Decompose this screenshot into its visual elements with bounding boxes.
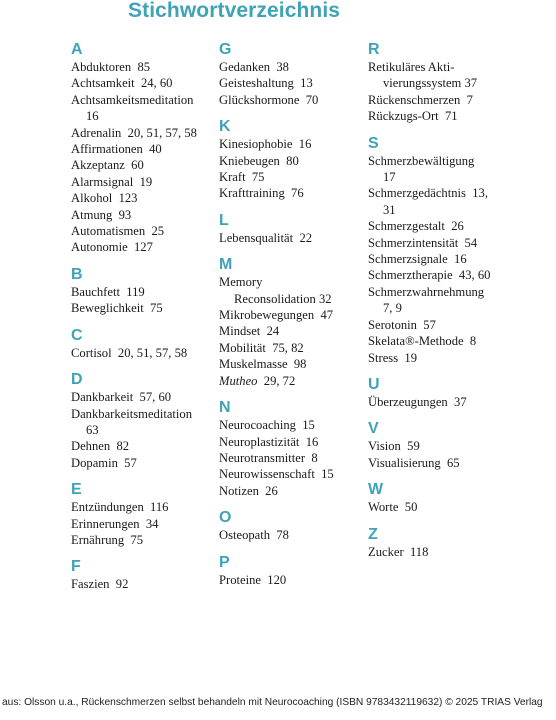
index-letter-heading: D	[71, 371, 83, 389]
index-term: Neurotransmitter	[219, 450, 306, 465]
index-entry	[368, 544, 490, 560]
index-entry	[71, 499, 197, 515]
index-entry	[368, 108, 490, 124]
index-entry	[219, 572, 334, 588]
index-term: Muskelmasse	[219, 357, 288, 372]
index-term: Schmerzintensität	[368, 235, 459, 250]
index-term: Rückzugs-Ort	[368, 109, 439, 124]
index-pages: 78	[276, 528, 289, 543]
index-entry	[71, 75, 197, 91]
index-continuation: 31	[383, 202, 396, 217]
index-pages: 13	[300, 76, 313, 91]
index-letter-heading: F	[71, 558, 81, 576]
index-pages: 50	[404, 500, 418, 515]
index-term: Mindset	[219, 324, 261, 339]
index-group	[368, 134, 490, 366]
index-term: Kinesiophobie	[219, 137, 293, 152]
index-term: Überzeugungen	[368, 394, 448, 409]
index-group	[71, 265, 197, 317]
index-letter-heading: M	[219, 256, 233, 274]
index-term: Dehnen	[71, 439, 111, 454]
index-term: Rückenschmerzen	[368, 92, 461, 107]
index-term: Affirmationen	[71, 142, 143, 157]
index-pages: 15	[302, 418, 315, 433]
index-pages: 75	[150, 301, 163, 316]
index-pages: 29, 72	[263, 373, 296, 388]
index-term: Glückshormone	[219, 92, 300, 107]
index-letter-heading: U	[368, 375, 380, 393]
index-pages: 43, 60	[458, 268, 491, 283]
index-pages: 54	[464, 235, 478, 250]
index-term: Skelata®-Methode	[368, 334, 464, 349]
index-pages: 118	[409, 544, 429, 559]
index-entry	[368, 185, 490, 218]
index-continuation: 63	[86, 422, 99, 437]
index-continuation: 16	[86, 109, 99, 124]
index-pages: 8	[311, 450, 318, 465]
index-group	[71, 557, 197, 592]
index-entry	[219, 356, 334, 372]
index-pages: 123	[118, 191, 138, 206]
index-term: Schmerzgedächtnis	[368, 186, 466, 201]
index-entry	[219, 323, 334, 339]
index-entry	[368, 59, 490, 92]
index-column-3	[368, 40, 490, 569]
index-entry	[71, 516, 197, 532]
index-entry	[368, 394, 490, 410]
index-term: Gedanken	[219, 60, 271, 74]
index-term: Alkohol	[71, 191, 113, 206]
index-group	[368, 375, 490, 410]
index-term: Stress	[368, 350, 399, 365]
index-pages: 22	[299, 230, 313, 245]
index-letter-heading: S	[368, 134, 379, 152]
index-entry	[71, 157, 197, 173]
page-title: Stichwortverzeichnis	[128, 0, 341, 22]
index-term: Kraft	[219, 170, 246, 185]
index-term: Neuroplastizität	[219, 434, 300, 449]
index-term: Osteopath	[219, 528, 271, 543]
index-group	[71, 326, 197, 361]
index-entry	[368, 455, 490, 471]
index-term: Erinnerungen	[71, 516, 140, 531]
index-entry	[219, 466, 334, 482]
index-pages: 16	[298, 137, 312, 152]
index-pages: 92	[115, 577, 129, 592]
index-pages: 57	[423, 317, 436, 332]
index-entry	[71, 125, 197, 141]
index-entry	[368, 438, 490, 454]
index-term: Dankbarkeitsmeditation	[71, 406, 193, 421]
index-entry	[219, 450, 334, 466]
index-term: Zucker	[368, 544, 404, 559]
index-term: Notizen	[219, 483, 259, 498]
index-letter-heading: W	[368, 481, 384, 499]
index-pages: 119	[126, 284, 145, 299]
index-pages: 15	[321, 467, 334, 482]
index-pages: 116	[150, 500, 169, 515]
index-letter-heading: R	[368, 41, 380, 58]
index-entry	[368, 350, 490, 366]
index-pages: 60	[131, 158, 144, 173]
index-entry	[219, 59, 334, 75]
index-letter-heading: G	[219, 41, 232, 58]
index-pages: 26	[451, 219, 464, 234]
index-group	[368, 419, 490, 471]
index-term: Ernährung	[71, 532, 125, 547]
index-entry	[71, 576, 197, 592]
index-letter-heading: P	[219, 553, 230, 571]
index-term: Akzeptanz	[71, 158, 125, 173]
index-pages: 75, 82	[272, 340, 304, 355]
index-term: Dankbarkeit	[71, 390, 134, 405]
index-entry	[368, 317, 490, 333]
index-entry	[219, 373, 334, 389]
index-letter-heading: V	[368, 420, 379, 438]
index-term: Mutheo	[219, 373, 258, 388]
index-term: Bauchfett	[71, 284, 120, 299]
index-term: Kniebeugen	[219, 153, 280, 168]
index-letter-heading: Z	[368, 525, 378, 543]
index-entry	[71, 389, 197, 405]
index-term: Neurowissenschaft	[219, 467, 315, 482]
index-pages: 127	[133, 240, 153, 255]
index-pages: 76	[291, 186, 304, 201]
index-pages: 7	[466, 92, 473, 107]
index-entry	[219, 185, 334, 201]
index-group	[219, 508, 334, 543]
index-pages: 38	[276, 60, 289, 74]
index-entry	[219, 92, 334, 108]
index-pages: 82	[116, 439, 130, 454]
index-entry	[71, 59, 197, 75]
index-group	[368, 40, 490, 125]
index-term: Achtsamkeitsmeditation	[71, 92, 194, 107]
index-entry	[71, 345, 197, 361]
index-entry	[219, 153, 334, 169]
index-pages: 59	[407, 439, 420, 454]
index-pages: 98	[293, 357, 307, 372]
source-footer: aus: Olsson u.a., Rückenschmerzen selbst behandeln mit Neurocoaching (ISBN 9783432119632) © 2025 TRIAS Verlag	[2, 697, 543, 708]
index-pages: 16	[454, 252, 467, 267]
index-term: Autonomie	[71, 240, 128, 255]
index-term: Dopamin	[71, 455, 118, 470]
index-term: Beweglichkeit	[71, 301, 144, 316]
index-entry	[219, 230, 334, 246]
index-pages: 65	[447, 455, 460, 470]
index-term: Schmerzsignale	[368, 252, 448, 267]
index-entry	[368, 153, 490, 186]
index-pages: 20, 51, 57, 58	[127, 125, 197, 140]
index-pages: 47	[320, 308, 334, 323]
index-pages: 25	[151, 224, 165, 239]
index-term: Schmerzwahrnehmung	[368, 284, 485, 299]
index-pages: 57, 60	[139, 390, 172, 405]
index-continuation: vierungssystem 37	[383, 76, 478, 91]
index-entry	[71, 532, 197, 548]
index-term: Schmerzbewältigung	[368, 153, 475, 168]
index-entry	[368, 284, 490, 317]
index-entry	[368, 92, 490, 108]
index-pages: 24, 60	[140, 76, 173, 91]
index-pages: 71	[444, 109, 458, 124]
index-entry	[71, 455, 197, 471]
index-entry	[71, 406, 197, 439]
index-pages: 34	[145, 516, 159, 531]
index-continuation: Reconsolidation 32	[234, 291, 332, 306]
index-letter-heading: K	[219, 118, 231, 136]
index-entry	[71, 174, 197, 190]
index-entry	[219, 169, 334, 185]
index-term: Schmerzgestalt	[368, 219, 445, 234]
index-group	[368, 525, 490, 560]
index-entry	[71, 190, 197, 206]
index-letter-heading: C	[71, 326, 83, 344]
index-term: Worte	[368, 500, 399, 515]
index-term: Visualisierung	[368, 455, 441, 470]
index-continuation: 7, 9	[383, 301, 402, 316]
index-term: Proteine	[219, 572, 261, 587]
index-entry	[219, 417, 334, 433]
index-entry	[368, 251, 490, 267]
index-term: Geisteshaltung	[219, 76, 294, 91]
index-group	[219, 553, 334, 588]
index-pages: 8	[469, 334, 477, 349]
index-term: Neurocoaching	[219, 418, 296, 433]
index-term: Lebensqualität	[219, 230, 294, 245]
index-term: Retikuläres Akti-	[368, 60, 455, 74]
index-entry	[71, 438, 197, 454]
index-term: Abduktoren	[71, 60, 132, 74]
index-entry	[71, 284, 197, 300]
index-pages: 13,	[472, 186, 488, 201]
index-entry	[368, 499, 490, 515]
index-pages: 40	[149, 142, 162, 157]
index-group	[219, 40, 334, 108]
index-group	[71, 480, 197, 548]
index-letter-heading: N	[219, 399, 231, 417]
index-entry	[71, 239, 197, 255]
index-continuation: 17	[383, 170, 396, 185]
index-term: Memory	[219, 275, 263, 290]
index-group	[219, 398, 334, 499]
index-entry	[71, 223, 197, 239]
index-entry	[219, 274, 334, 307]
index-pages: 19	[139, 174, 153, 189]
index-pages: 19	[404, 350, 417, 365]
index-term: Vision	[368, 439, 401, 454]
index-pages: 93	[118, 207, 132, 222]
index-entry	[71, 141, 197, 157]
index-letter-heading: E	[71, 481, 82, 499]
index-term: Schmerztherapie	[368, 268, 453, 283]
index-entry	[368, 333, 490, 349]
index-term: Mobilität	[219, 340, 266, 355]
index-entry	[219, 136, 334, 152]
index-term: Achtsamkeit	[71, 76, 135, 91]
index-entry	[219, 307, 334, 323]
index-pages: 120	[267, 572, 287, 587]
index-term: Cortisol	[71, 345, 112, 360]
index-entry	[219, 75, 334, 91]
index-term: Alarmsignal	[71, 174, 134, 189]
index-group	[368, 480, 490, 515]
index-term: Faszien	[71, 577, 110, 592]
index-pages: 75	[251, 170, 265, 185]
index-group	[71, 40, 197, 256]
index-term: Atmung	[71, 207, 113, 222]
index-column-1	[71, 40, 197, 602]
index-entry	[219, 527, 334, 543]
index-pages: 57	[124, 455, 137, 470]
index-pages: 16	[305, 434, 319, 449]
index-group	[219, 255, 334, 389]
index-letter-heading: A	[71, 41, 83, 58]
index-group	[219, 117, 334, 202]
index-pages: 26	[265, 483, 278, 498]
index-pages: 75	[130, 532, 144, 547]
index-term: Entzündungen	[71, 500, 144, 515]
index-entry	[71, 207, 197, 223]
index-letter-heading: B	[71, 265, 83, 283]
index-group	[219, 211, 334, 246]
index-term: Mikrobewegungen	[219, 308, 315, 323]
index-pages: 20, 51, 57, 58	[117, 345, 188, 360]
index-group	[71, 370, 197, 471]
index-entry	[71, 300, 197, 316]
index-pages: 85	[137, 60, 151, 74]
index-entry	[71, 92, 197, 125]
index-term: Automatismen	[71, 224, 146, 239]
index-letter-heading: L	[219, 211, 229, 229]
index-term: Serotonin	[368, 317, 417, 332]
index-pages: 70	[305, 92, 319, 107]
index-pages: 24	[266, 324, 280, 339]
index-term: Adrenalin	[71, 125, 122, 140]
index-term: Krafttraining	[219, 186, 285, 201]
index-entry	[368, 218, 490, 234]
index-pages: 80	[286, 153, 299, 168]
index-entry	[219, 340, 334, 356]
index-entry	[368, 267, 490, 283]
index-entry	[219, 483, 334, 499]
index-entry	[368, 235, 490, 251]
index-letter-heading: O	[219, 509, 232, 527]
index-pages: 37	[454, 394, 467, 409]
index-column-2	[219, 40, 334, 597]
index-entry	[219, 434, 334, 450]
